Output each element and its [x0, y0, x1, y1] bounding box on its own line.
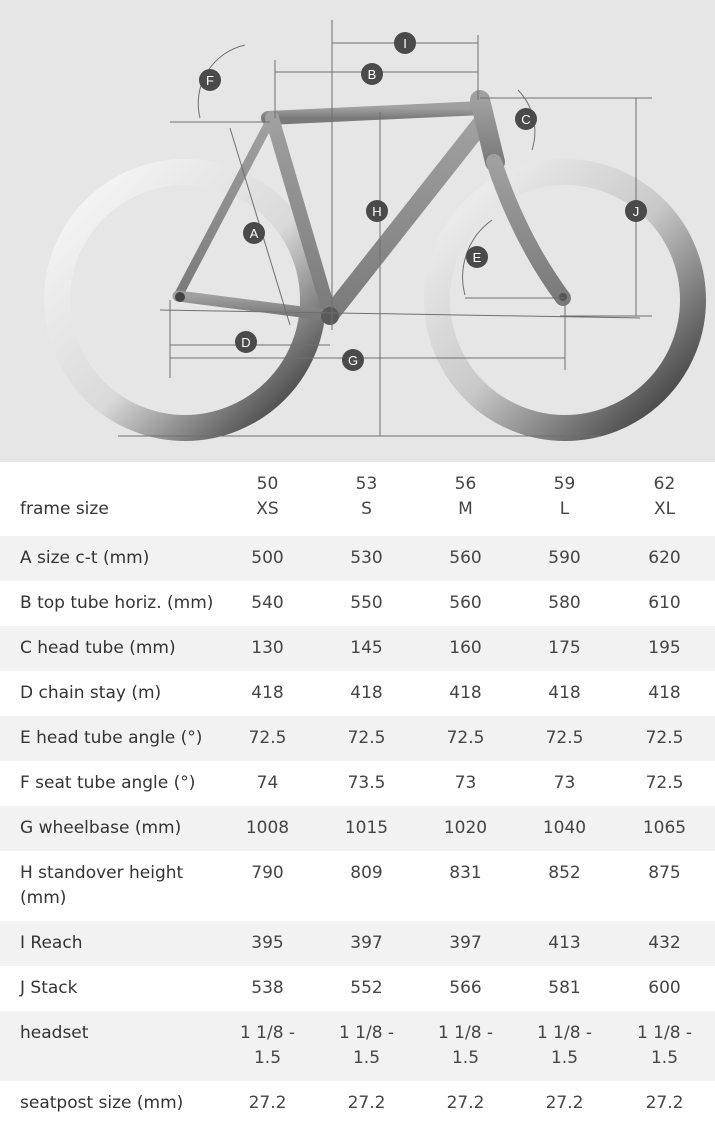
row-value: 1065 — [642, 818, 687, 838]
row-value: 600 — [648, 978, 681, 998]
dimension-lines — [118, 20, 652, 436]
row-label: J Stack — [20, 978, 78, 998]
row-value: 418 — [350, 683, 383, 703]
row-value: 27.2 — [545, 1093, 584, 1113]
row-value: 1015 — [344, 818, 389, 838]
svg-text:G: G — [347, 353, 359, 368]
size-col-s: 53 S — [355, 474, 378, 519]
table-row — [0, 761, 715, 806]
row-value: 72.5 — [446, 728, 485, 748]
bike-frame-illustration — [0, 0, 715, 462]
table-row — [0, 581, 715, 626]
svg-text:D: D — [241, 335, 251, 350]
row-value: 550 — [350, 593, 383, 613]
row-value: 581 — [548, 978, 581, 998]
row-value: 580 — [548, 593, 581, 613]
row-value: 418 — [449, 683, 482, 703]
row-value: 395 — [251, 933, 284, 953]
row-value: 790 — [251, 863, 284, 883]
row-label: B top tube horiz. (mm) — [20, 593, 214, 613]
marker-B — [361, 63, 383, 85]
table-row — [0, 921, 715, 966]
row-value: 27.2 — [248, 1093, 287, 1113]
table-row — [0, 1081, 715, 1126]
row-value: 538 — [251, 978, 284, 998]
row-value: 1 1/8 - 1.5 — [437, 1023, 494, 1068]
frame-size-label: frame size — [20, 499, 109, 519]
svg-text:C: C — [521, 112, 531, 127]
table-row — [0, 806, 715, 851]
bottom-bracket — [321, 307, 339, 325]
row-value: 418 — [548, 683, 581, 703]
row-label: H standover height (mm) — [20, 863, 184, 908]
table-row — [0, 966, 715, 1011]
table-row — [0, 1011, 715, 1081]
row-value: 73 — [553, 773, 576, 793]
row-value: 73.5 — [347, 773, 386, 793]
size-col-l: 59 L — [553, 474, 576, 519]
svg-text:J: J — [632, 204, 640, 219]
row-value: 72.5 — [347, 728, 386, 748]
row-value: 195 — [648, 638, 681, 658]
geometry-table — [0, 462, 715, 1126]
row-label: E head tube angle (°) — [20, 728, 203, 748]
row-value: 530 — [350, 548, 383, 568]
svg-text:B: B — [367, 67, 377, 82]
row-label: F seat tube angle (°) — [20, 773, 196, 793]
row-value: 1008 — [245, 818, 290, 838]
table-row — [0, 671, 715, 716]
row-value: 1 1/8 - 1.5 — [536, 1023, 593, 1068]
marker-D — [235, 331, 257, 353]
row-label: A size c-t (mm) — [20, 548, 150, 568]
row-value: 27.2 — [446, 1093, 485, 1113]
row-value: 74 — [256, 773, 279, 793]
table-row — [0, 626, 715, 671]
row-value: 413 — [548, 933, 581, 953]
size-col-xs: 50 XS — [256, 474, 279, 519]
row-value: 72.5 — [645, 773, 684, 793]
svg-text:A: A — [249, 226, 259, 241]
table-row — [0, 536, 715, 581]
row-value: 72.5 — [248, 728, 287, 748]
svg-text:E: E — [472, 250, 482, 265]
row-value: 552 — [350, 978, 383, 998]
geometry-diagram — [0, 0, 715, 462]
row-value: 73 — [454, 773, 477, 793]
row-value: 831 — [449, 863, 482, 883]
row-label: G wheelbase (mm) — [20, 818, 182, 838]
row-value: 418 — [648, 683, 681, 703]
row-value: 540 — [251, 593, 284, 613]
table-row — [0, 716, 715, 761]
row-value: 397 — [350, 933, 383, 953]
row-value: 160 — [449, 638, 482, 658]
row-value: 418 — [251, 683, 284, 703]
row-value: 72.5 — [545, 728, 584, 748]
row-value: 1 1/8 - 1.5 — [338, 1023, 395, 1068]
row-value: 566 — [449, 978, 482, 998]
row-value: 27.2 — [645, 1093, 684, 1113]
svg-text:I: I — [403, 36, 407, 51]
row-value: 852 — [548, 863, 581, 883]
marker-A — [243, 222, 265, 244]
row-value: 809 — [350, 863, 383, 883]
row-label: headset — [20, 1023, 89, 1043]
row-value: 1040 — [542, 818, 587, 838]
svg-text:F: F — [206, 73, 214, 88]
row-value: 27.2 — [347, 1093, 386, 1113]
row-value: 432 — [648, 933, 681, 953]
row-value: 1020 — [443, 818, 488, 838]
row-value: 397 — [449, 933, 482, 953]
marker-C — [515, 108, 537, 130]
marker-G — [342, 349, 364, 371]
marker-I — [394, 32, 416, 54]
marker-J — [625, 200, 647, 222]
front-axle — [559, 293, 567, 301]
row-label: C head tube (mm) — [20, 638, 176, 658]
row-value: 175 — [548, 638, 581, 658]
row-value: 560 — [449, 593, 482, 613]
svg-text:H: H — [372, 204, 382, 219]
row-label: seatpost size (mm) — [20, 1093, 184, 1113]
table-header — [0, 462, 715, 536]
row-label: I Reach — [20, 933, 83, 953]
row-value: 145 — [350, 638, 383, 658]
marker-H — [366, 200, 388, 222]
row-label: D chain stay (m) — [20, 683, 162, 703]
row-value: 500 — [251, 548, 284, 568]
marker-E — [466, 246, 488, 268]
row-value: 875 — [648, 863, 681, 883]
table-row — [0, 851, 715, 921]
rear-axle — [175, 292, 185, 302]
marker-F — [199, 69, 221, 91]
row-value: 1 1/8 - 1.5 — [636, 1023, 693, 1068]
size-col-xl: 62 XL — [653, 474, 676, 519]
row-value: 620 — [648, 548, 681, 568]
row-value: 1 1/8 - 1.5 — [239, 1023, 296, 1068]
row-value: 72.5 — [645, 728, 684, 748]
row-value: 560 — [449, 548, 482, 568]
table-body — [0, 536, 715, 1126]
row-value: 130 — [251, 638, 284, 658]
size-col-m: 56 M — [454, 474, 477, 519]
row-value: 610 — [648, 593, 681, 613]
row-value: 590 — [548, 548, 581, 568]
